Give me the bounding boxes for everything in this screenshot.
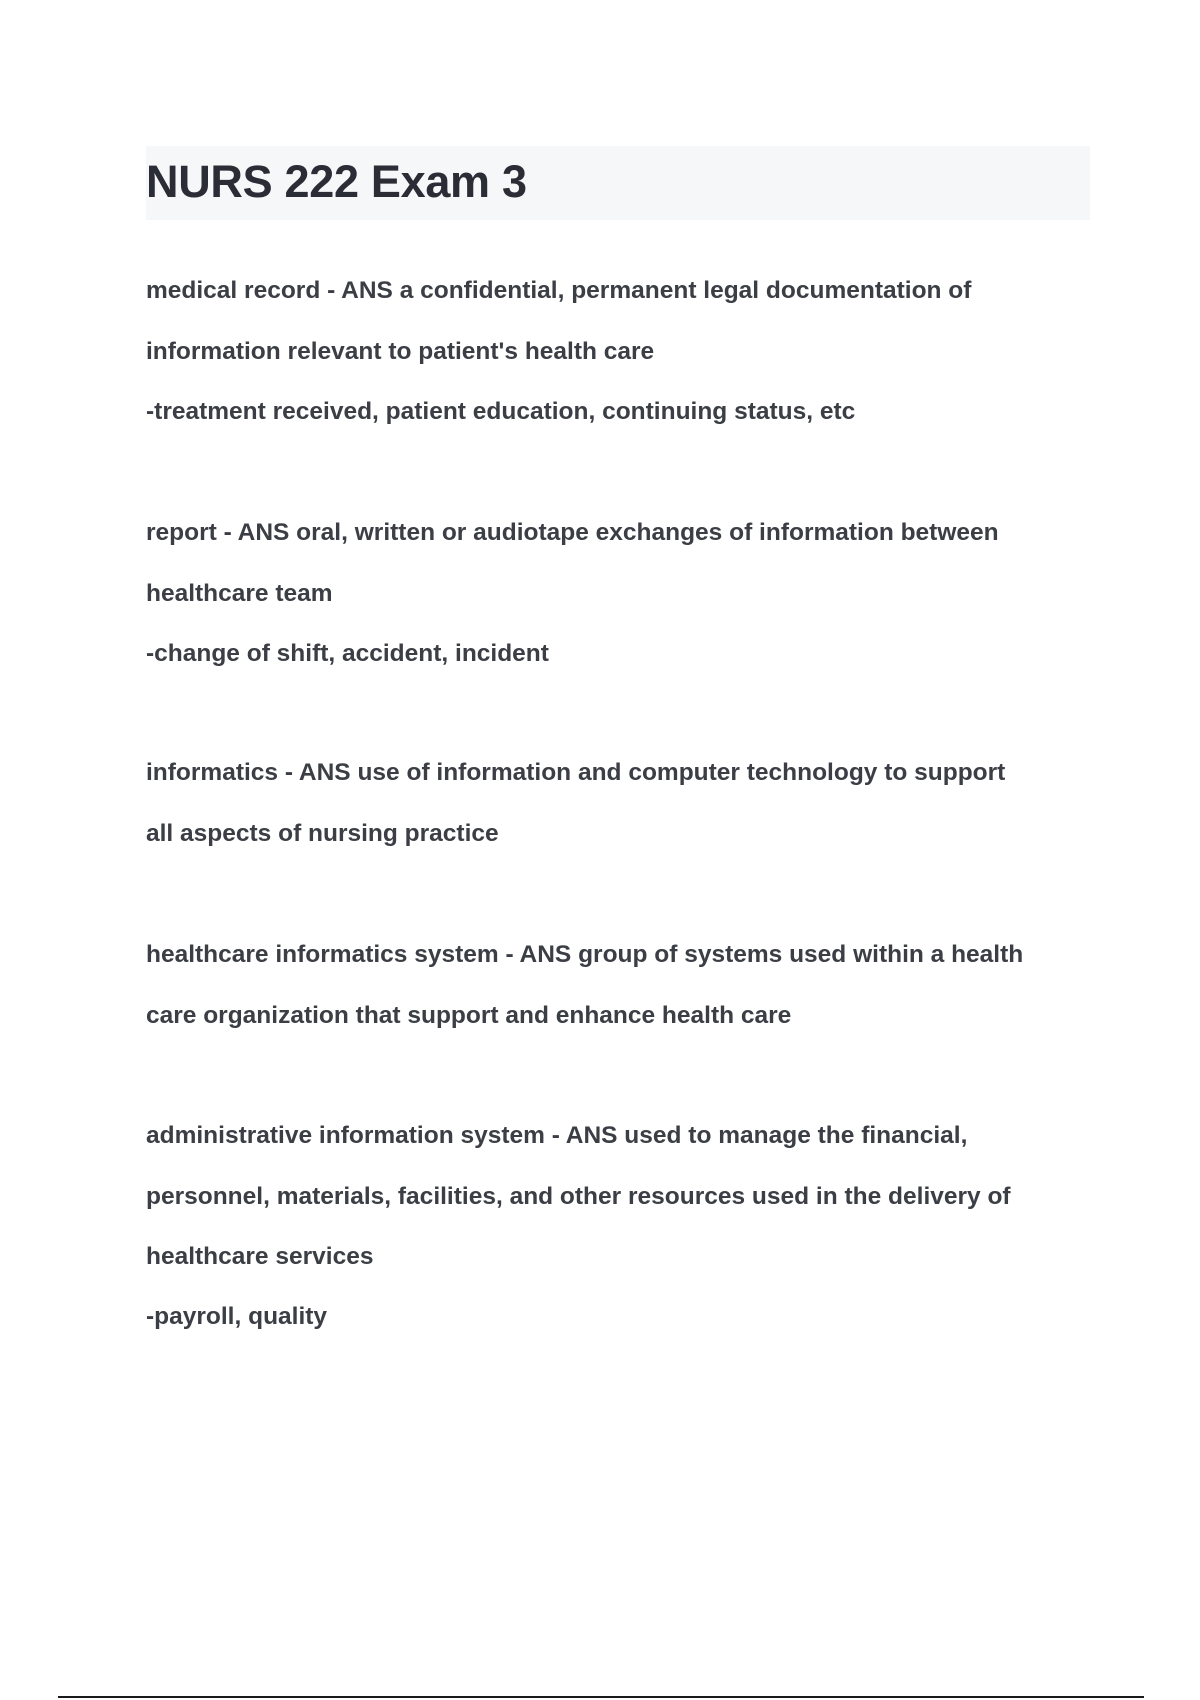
entry-informatics [146,743,1096,864]
entry-line: all aspects of nursing practice [146,819,499,847]
entry-medical-record [146,261,1096,442]
entry-line: administrative information system - ANS used to manage the financial, [146,1122,968,1149]
entry-report [146,503,1096,684]
entry-line: personnel, materials, facilities, and other resources used in the delivery of [146,1182,1011,1210]
entry-line: -treatment received, patient education, continuing status, etc [146,398,856,425]
page-title: NURS 222 Exam 3 [146,156,527,207]
entry-administrative-information-system [146,1106,1096,1347]
entry-line: -payroll, quality [146,1303,328,1330]
entry-line: medical record - ANS a confidential, permanent legal documentation of [146,277,972,304]
entry-line: healthcare services [146,1243,374,1270]
entry-line: healthcare informatics system - ANS group of systems used within a health [146,941,1024,968]
entry-line: healthcare team [146,579,333,607]
entry-healthcare-informatics-system [146,925,1096,1046]
entry-line: information relevant to patient's health care [146,337,655,365]
footer-rule [58,1696,1144,1698]
entry-line: care organization that support and enhance health care [146,1001,792,1029]
entry-line: informatics - ANS use of information and computer technology to support [146,759,1006,786]
entry-line: report - ANS oral, written or audiotape exchanges of information between [146,519,999,546]
entry-line: -change of shift, accident, incident [146,640,549,667]
